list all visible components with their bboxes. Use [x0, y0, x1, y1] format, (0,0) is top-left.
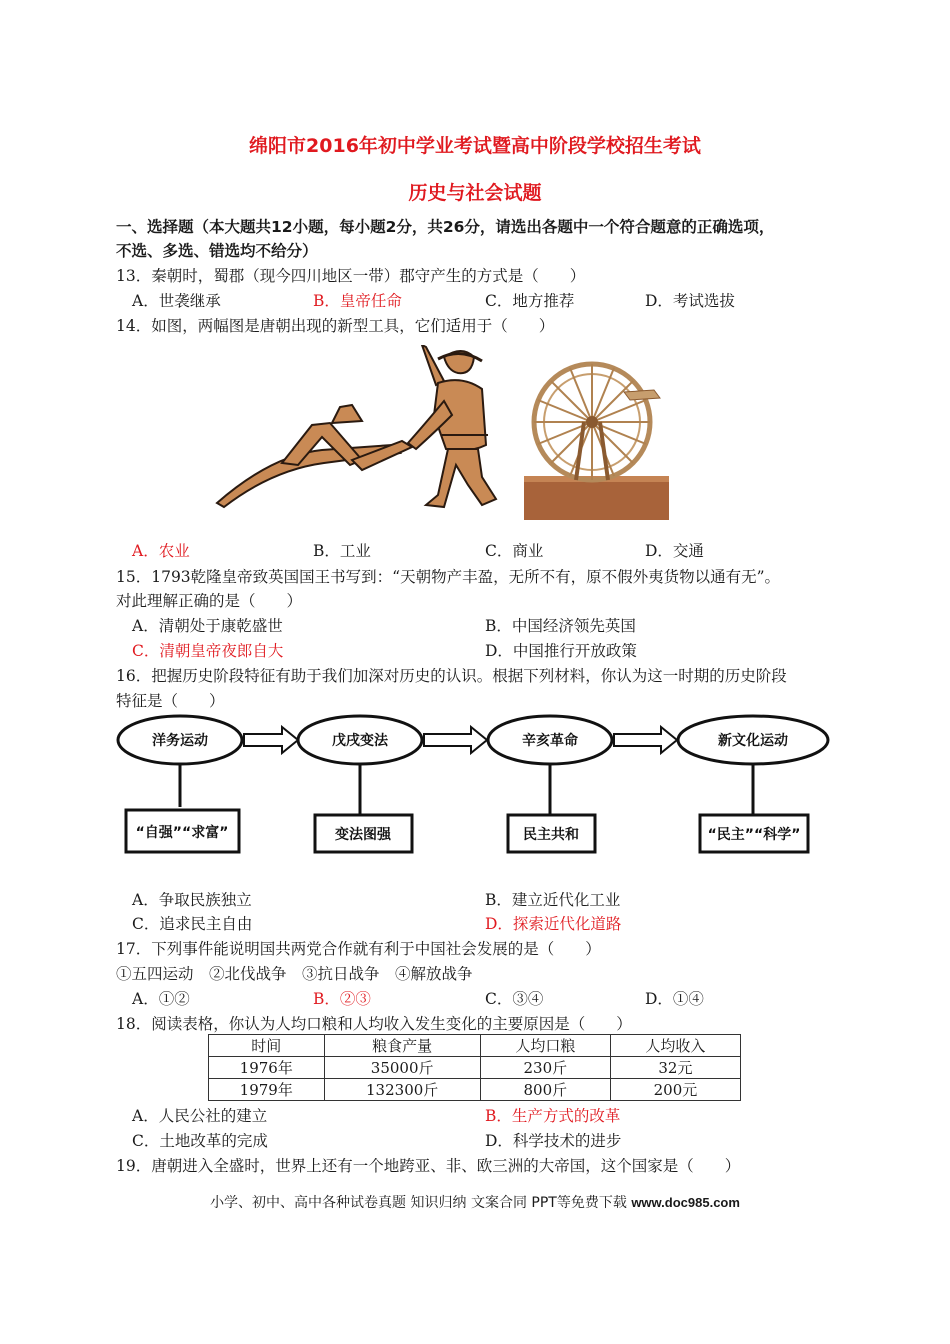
q14-option-d: D．交通 — [645, 542, 704, 560]
table-header-cell: 人均收入 — [610, 1035, 740, 1057]
waterwheel-illustration — [524, 352, 669, 520]
q13-option-a: A．世袭继承 — [132, 292, 221, 310]
footer-text: 小学、初中、高中各种试卷真题 知识归纳 文案合同 PPT等免费下载 — [210, 1195, 627, 1211]
q19-stem: 19．唐朝进入全盛时，世界上还有一个地跨亚、非、欧三洲的大帝国，这个国家是（ ） — [116, 1157, 741, 1175]
flow-event-2-label: 戊戌变法 — [332, 733, 388, 749]
table-row — [209, 1079, 741, 1101]
q13-option-b: B．皇帝任命 — [313, 292, 402, 310]
q15-option-a: A．清朝处于康乾盛世 — [132, 617, 283, 635]
flow-motto-4-label: “民主”“科学” — [707, 827, 801, 843]
table-cell: 132300斤 — [324, 1079, 480, 1101]
q15-stem-line1: 15．1793乾隆皇帝致英国国王书写到：“天朝物产丰盈，无所不有，原不假外夷货物以通有无”。 — [116, 568, 781, 586]
q15-option-c: C．清朝皇帝夜郎自大 — [132, 642, 284, 660]
table-cell: 800斤 — [480, 1079, 610, 1101]
q17-option-d: D．①④ — [645, 990, 704, 1008]
flow-event-3-label: 辛亥革命 — [522, 733, 578, 749]
exam-title: 绵阳市2016年初中学业考试暨高中阶段学校招生考试 — [249, 135, 701, 157]
q16-option-a: A．争取民族独立 — [132, 891, 252, 909]
table-cell: 32元 — [610, 1057, 740, 1079]
table-cell: 35000斤 — [324, 1057, 480, 1079]
q15-option-d: D．中国推行开放政策 — [485, 642, 637, 660]
table-header-cell: 时间 — [209, 1035, 325, 1057]
table-row — [209, 1057, 741, 1079]
q15-option-b: B．中国经济领先英国 — [485, 617, 636, 635]
q18-option-d: D．科学技术的进步 — [485, 1132, 622, 1150]
table-cell: 230斤 — [480, 1057, 610, 1079]
flow-motto-1-label: “自强”“求富” — [135, 825, 229, 841]
flow-event-1-label: 洋务运动 — [152, 733, 208, 749]
q18-option-c: C．土地改革的完成 — [132, 1132, 268, 1150]
grain-income-table — [208, 1034, 741, 1101]
q18-option-b: B．生产方式的改革 — [485, 1107, 621, 1125]
table-header-row — [209, 1035, 741, 1057]
q18-option-a: A．人民公社的建立 — [132, 1107, 268, 1125]
q15-stem-line2: 对此理解正确的是（ ） — [116, 592, 303, 610]
q16-option-c: C．追求民主自由 — [132, 915, 253, 933]
table-cell: 1976年 — [209, 1057, 325, 1079]
section-heading-line2: 不选、多选、错选均不给分） — [116, 242, 318, 260]
q14-option-c: C．商业 — [485, 542, 544, 560]
q17-option-b: B．②③ — [313, 990, 371, 1008]
flow-arrow-3 — [614, 727, 677, 753]
flow-arrow-1 — [244, 727, 298, 753]
q14-option-b: B．工业 — [313, 542, 371, 560]
q14-option-a: A．农业 — [132, 542, 190, 560]
flow-motto-3-label: 民主共和 — [523, 827, 579, 843]
flow-arrow-2 — [424, 727, 487, 753]
q16-stem-line2: 特征是（ ） — [116, 692, 225, 710]
modernization-flow-diagram — [110, 712, 840, 862]
flow-motto-2-label: 变法图强 — [335, 827, 391, 843]
flow-event-4-label: 新文化运动 — [718, 733, 788, 749]
q17-option-c: C．③④ — [485, 990, 544, 1008]
table-header-cell: 粮食产量 — [324, 1035, 480, 1057]
q17-stem: 17．下列事件能说明国共两党合作就有利于中国社会发展的是（ ） — [116, 940, 601, 958]
q14-stem: 14．如图，两幅图是唐朝出现的新型工具，它们适用于（ ） — [116, 317, 555, 335]
page-footer — [0, 1192, 950, 1212]
q16-option-d: D．探索近代化道路 — [485, 915, 622, 933]
q16-option-b: B．建立近代化工业 — [485, 891, 621, 909]
table-cell: 1979年 — [209, 1079, 325, 1101]
plough-illustration — [212, 345, 502, 515]
footer-url-link[interactable]: www.doc985.com — [631, 1195, 740, 1210]
q16-stem-line1: 16．把握历史阶段特征有助于我们加深对历史的认识。根据下列材料，你认为这一时期的历史阶段 — [116, 667, 787, 685]
q17-items: ①五四运动 ②北伐战争 ③抗日战争 ④解放战争 — [116, 965, 473, 983]
q17-option-a: A．①② — [132, 990, 190, 1008]
q13-stem: 13．秦朝时，蜀郡（现今四川地区一带）郡守产生的方式是（ ） — [116, 267, 586, 285]
exam-subtitle: 历史与社会试题 — [408, 182, 542, 204]
table-cell: 200元 — [610, 1079, 740, 1101]
q13-option-c: C．地方推荐 — [485, 292, 575, 310]
q13-option-d: D．考试选拔 — [645, 292, 735, 310]
table-header-cell: 人均口粮 — [480, 1035, 610, 1057]
q18-stem: 18．阅读表格，你认为人均口粮和人均收入发生变化的主要原因是（ ） — [116, 1015, 632, 1033]
section-heading-line1: 一、选择题（本大题共12小题，每小题2分，共26分，请选出各题中一个符合题意的正确选项， — [116, 218, 775, 236]
